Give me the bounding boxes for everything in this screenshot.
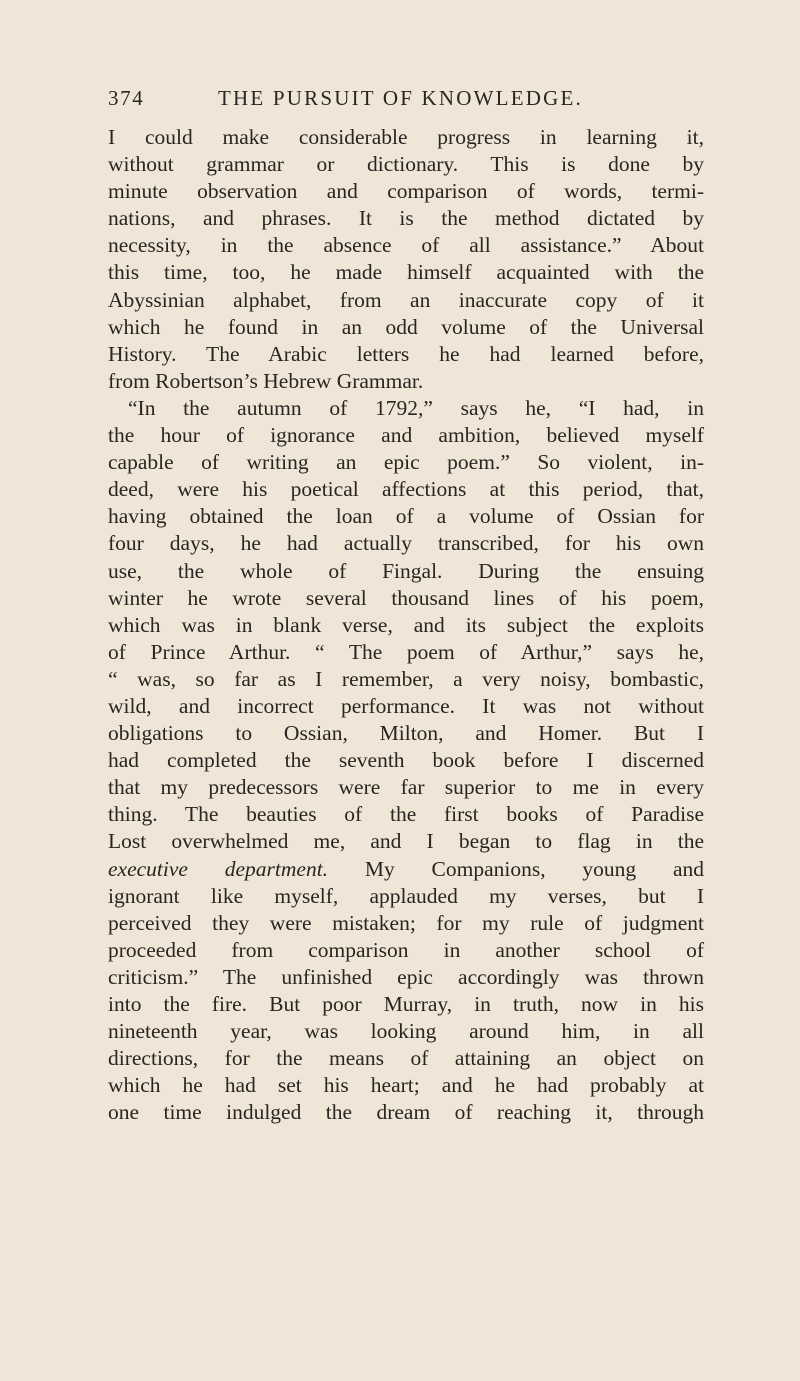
text-line: Abyssinian alphabet, from an inaccurate copy of it (108, 287, 704, 312)
text-line: of Prince Arthur. “ The poem of Arthur,” says he, (108, 639, 704, 664)
text-line: which was in blank verse, and its subject the exploits (108, 612, 704, 637)
text-line: wild, and incorrect performance. It was not without (108, 693, 704, 718)
text-line: four days, he had actually transcribed, for his own (108, 531, 704, 556)
text-fragment: My Companions, young and (328, 856, 704, 881)
text-line (108, 856, 704, 883)
running-head (108, 86, 698, 116)
text-line: having obtained the loan of a volume of Ossian for (108, 504, 704, 529)
italic-phrase: executive department. (108, 856, 329, 881)
text-line: deed, were his poetical affections at this period, that, (108, 477, 704, 502)
text-line: the hour of ignorance and ambition, believed myself (108, 423, 704, 448)
running-title: THE PURSUIT OF KNOWLEDGE. (218, 86, 583, 110)
text-line: one time indulged the dream of reaching it, through (108, 1100, 704, 1125)
text-line: I could make considerable progress in learning it, (108, 125, 704, 149)
text-line: criticism.” The unfinished epic accordingly was thrown (108, 964, 704, 989)
page-number: 374 (108, 86, 145, 110)
text-line: which he had set his heart; and he had probably at (108, 1073, 704, 1098)
text-line: that my predecessors were far superior to me in every (108, 775, 704, 800)
text-line: without grammar or dictionary. This is done by (108, 152, 704, 177)
text-line: Lost overwhelmed me, and I began to flag in the (108, 829, 704, 854)
text-line: proceeded from comparison in another school of (108, 937, 704, 962)
text-line: winter he wrote several thousand lines of his poem, (108, 585, 704, 610)
text-line: thing. The beauties of the first books of Paradise (108, 802, 704, 827)
text-line: History. The Arabic letters he had learned before, (108, 341, 704, 366)
text-line: directions, for the means of attaining an object on (108, 1046, 704, 1071)
text-line: which he found in an odd volume of the Universal (108, 314, 704, 339)
text-line: obligations to Ossian, Milton, and Homer. But I (108, 721, 704, 746)
text-line: nineteenth year, was looking around him, in all (108, 1019, 704, 1044)
text-line: had completed the seventh book before I discerned (108, 748, 704, 773)
text-line: nations, and phrases. It is the method dictated by (108, 206, 704, 231)
text-line: “ was, so far as I remember, a very noisy, bombastic, (108, 666, 704, 691)
text-line: capable of writing an epic poem.” So violent, in- (108, 450, 704, 475)
text-line: from Robertson’s Hebrew Grammar. (108, 368, 424, 393)
text-line: “In the autumn of 1792,” says he, “I had, in (128, 395, 704, 420)
text-line: this time, too, he made himself acquainted with the (108, 260, 704, 285)
text-line: into the fire. But poor Murray, in truth, now in his (108, 992, 704, 1016)
text-line: ignorant like myself, applauded my verses, but I (108, 883, 704, 908)
text-line: necessity, in the absence of all assistance.” About (108, 233, 704, 258)
text-line: minute observation and comparison of words, termi- (108, 179, 704, 204)
body-text (108, 124, 704, 1126)
text-line: perceived they were mistaken; for my rule of judgment (108, 910, 704, 935)
text-line: use, the whole of Fingal. During the ensuing (108, 558, 704, 583)
